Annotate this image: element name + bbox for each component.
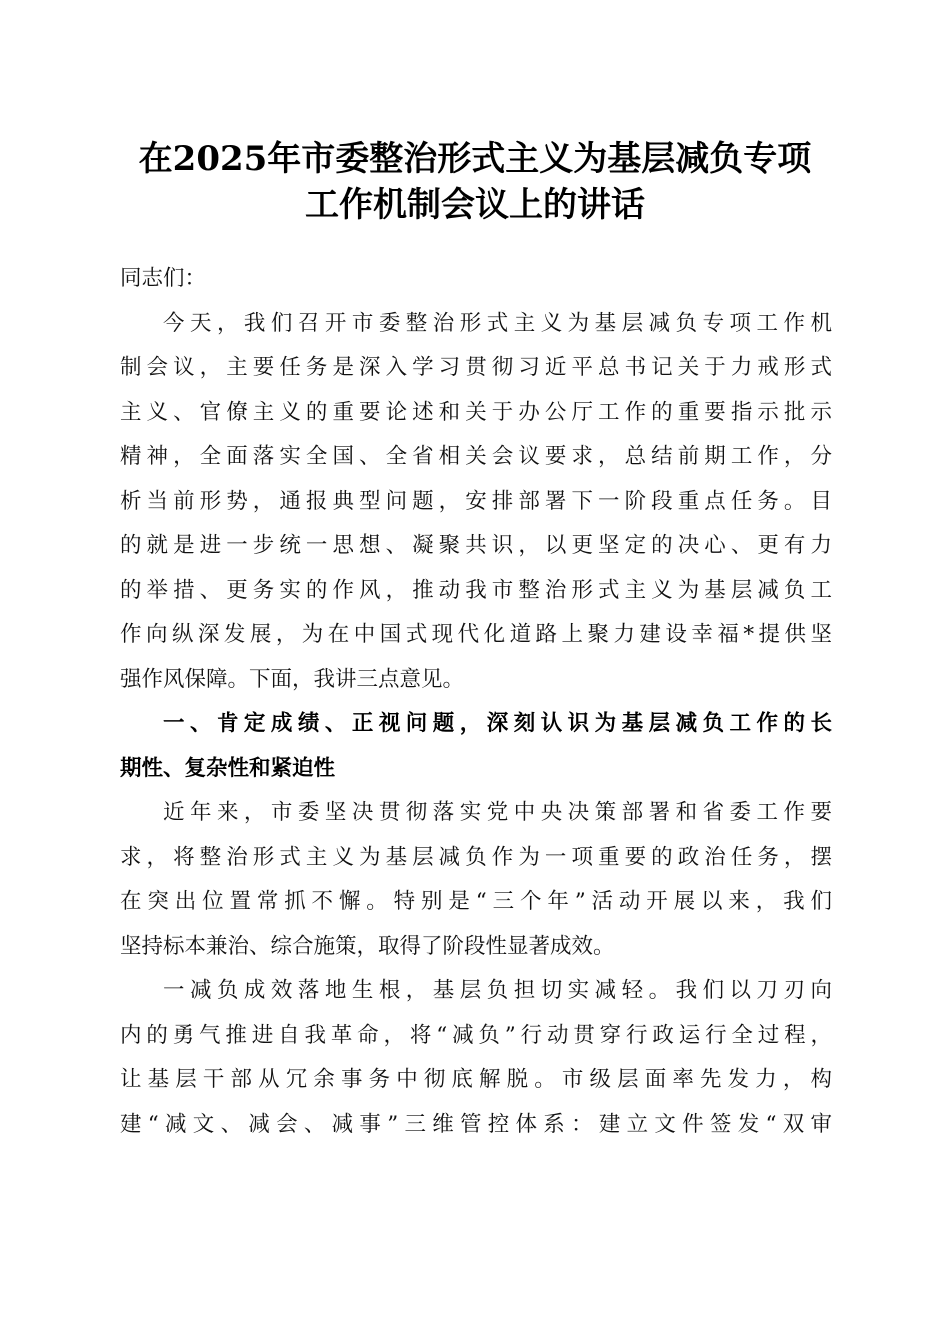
section1-p1-line-1: 近年来，市委坚决贯彻落实党中央决策部署和省委工作要 — [163, 800, 832, 825]
intro-line-8: 作向纵深发展，为在中国式现代化道路上聚力建设幸福*提供坚 — [120, 622, 832, 647]
salutation: 同志们： — [120, 266, 207, 291]
document-title — [80, 136, 870, 228]
intro-line-6: 的就是进一步统一思想、凝聚共识，以更坚定的决心、更有力 — [120, 533, 832, 558]
intro-paragraph — [120, 302, 832, 703]
section1-heading-line-1: 一、肯定成绩、正视问题，深刻认识为基层减负工作的长 — [163, 711, 832, 736]
title-line-1: 在2025年市委整治形式主义为基层减负专项 — [138, 139, 812, 179]
intro-line-7: 的举措、更务实的作风，推动我市整治形式主义为基层减负工 — [120, 577, 832, 603]
section1-p2-line-4: 建“减文、减会、减事”三维管控体系：建立文件签发“双审 — [120, 1111, 832, 1137]
section1-p2-line-3: 让基层干部从冗余事务中彻底解脱。市级层面率先发力，构 — [120, 1067, 832, 1092]
intro-line-9: 强作风保障。下面，我讲三点意见。 — [120, 666, 465, 692]
title-line-2: 工作机制会议上的讲话 — [305, 185, 645, 225]
intro-line-2: 制会议，主要任务是深入学习贯彻习近平总书记关于力戒形式 — [120, 355, 832, 380]
section1-p2-line-1: 一减负成效落地生根，基层负担切实减轻。我们以刀刃向 — [163, 978, 832, 1003]
intro-line-4: 精神，全面落实全国、全省相关会议要求，总结前期工作，分 — [120, 444, 832, 469]
intro-line-1: 今天，我们召开市委整治形式主义为基层减负专项工作机 — [163, 310, 832, 336]
section1-heading — [120, 702, 832, 791]
section1-p1-line-4: 坚持标本兼治、综合施策，取得了阶段性显著成效。 — [120, 933, 615, 959]
intro-line-3: 主义、官僚主义的重要论述和关于办公厅工作的重要指示批示 — [120, 399, 832, 425]
section1-heading-line-2: 期性、复杂性和紧迫性 — [120, 755, 336, 781]
section1-p2-line-2: 内的勇气推进自我革命，将“减负”行动贯穿行政运行全过程， — [120, 1022, 832, 1048]
intro-line-5: 析当前形势，通报典型问题，安排部署下一阶段重点任务。目 — [120, 488, 832, 514]
section1-paragraph-1 — [120, 791, 832, 969]
section1-p1-line-3: 在突出位置常抓不懈。特别是“三个年”活动开展以来，我们 — [120, 889, 832, 914]
section1-paragraph-2 — [120, 969, 832, 1147]
document-body — [120, 257, 832, 1147]
section1-p1-line-2: 求，将整治形式主义为基层减负作为一项重要的政治任务，摆 — [120, 844, 832, 870]
